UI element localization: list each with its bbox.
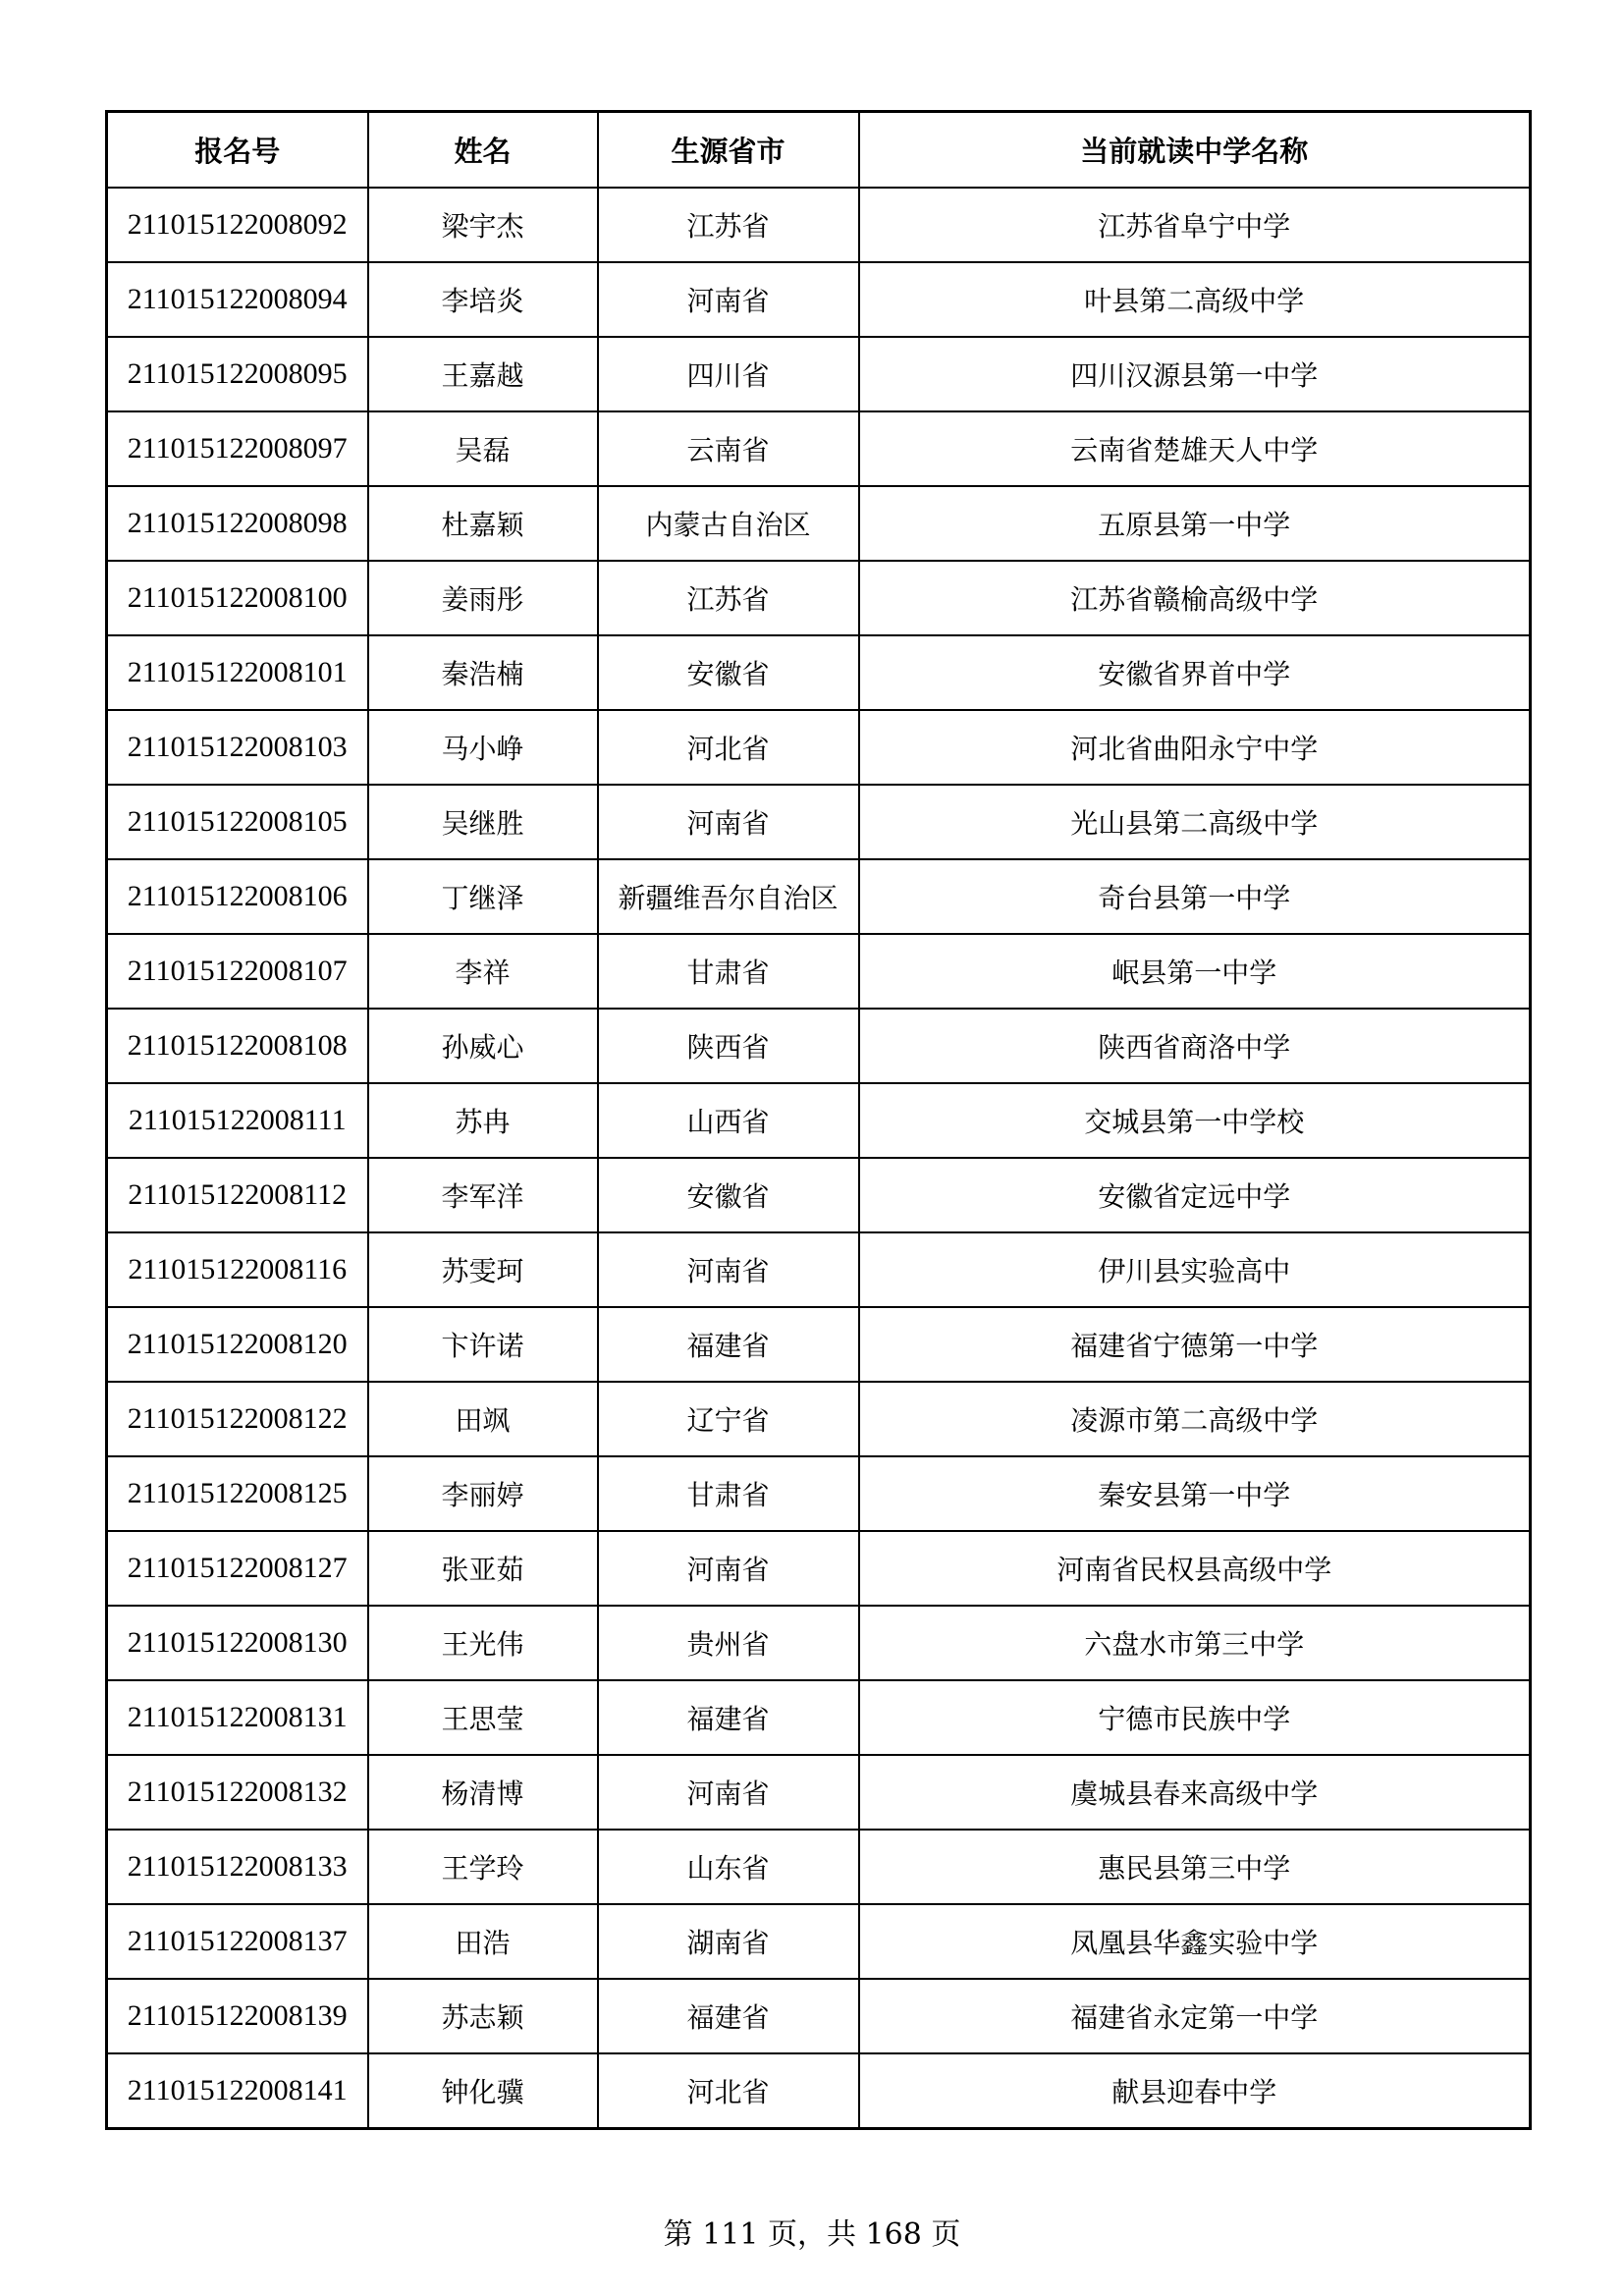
table-row (107, 486, 1531, 561)
cell-province: 河南省 (598, 1232, 859, 1307)
cell-name: 马小峥 (368, 710, 598, 785)
cell-name: 秦浩楠 (368, 635, 598, 710)
cell-province: 山东省 (598, 1830, 859, 1904)
table-row (107, 1382, 1531, 1456)
cell-province: 甘肃省 (598, 934, 859, 1009)
cell-school-name: 六盘水市第三中学 (859, 1606, 1531, 1680)
cell-school-name: 宁德市民族中学 (859, 1680, 1531, 1755)
table-row (107, 262, 1531, 337)
table-row (107, 411, 1531, 486)
cell-name: 吴磊 (368, 411, 598, 486)
cell-name: 李丽婷 (368, 1456, 598, 1531)
cell-registration-number: 211015122008106 (107, 859, 368, 934)
table-row (107, 337, 1531, 411)
cell-school-name: 光山县第二高级中学 (859, 785, 1531, 859)
table-row (107, 1009, 1531, 1083)
cell-school-name: 惠民县第三中学 (859, 1830, 1531, 1904)
student-table (105, 110, 1532, 2130)
cell-registration-number: 211015122008100 (107, 561, 368, 635)
cell-name: 苏雯珂 (368, 1232, 598, 1307)
cell-registration-number: 211015122008116 (107, 1232, 368, 1307)
cell-registration-number: 211015122008122 (107, 1382, 368, 1456)
cell-registration-number: 211015122008132 (107, 1755, 368, 1830)
cell-registration-number: 211015122008095 (107, 337, 368, 411)
cell-registration-number: 211015122008097 (107, 411, 368, 486)
cell-province: 河南省 (598, 1531, 859, 1606)
cell-province: 福建省 (598, 1307, 859, 1382)
header-registration-number: 报名号 (107, 112, 368, 189)
cell-province: 河北省 (598, 2053, 859, 2129)
cell-registration-number: 211015122008111 (107, 1083, 368, 1158)
table-row (107, 1606, 1531, 1680)
cell-school-name: 安徽省界首中学 (859, 635, 1531, 710)
cell-province: 江苏省 (598, 561, 859, 635)
table-row (107, 859, 1531, 934)
cell-name: 王光伟 (368, 1606, 598, 1680)
cell-province: 河北省 (598, 710, 859, 785)
cell-school-name: 江苏省赣榆高级中学 (859, 561, 1531, 635)
header-province: 生源省市 (598, 112, 859, 189)
cell-name: 钟化骥 (368, 2053, 598, 2129)
table-row (107, 2053, 1531, 2129)
cell-province: 江苏省 (598, 188, 859, 262)
cell-school-name: 叶县第二高级中学 (859, 262, 1531, 337)
cell-registration-number: 211015122008107 (107, 934, 368, 1009)
cell-registration-number: 211015122008125 (107, 1456, 368, 1531)
table-row (107, 1904, 1531, 1979)
cell-name: 王嘉越 (368, 337, 598, 411)
cell-school-name: 五原县第一中学 (859, 486, 1531, 561)
student-table-container (105, 110, 1529, 2130)
header-name: 姓名 (368, 112, 598, 189)
cell-name: 吴继胜 (368, 785, 598, 859)
cell-school-name: 凤凰县华鑫实验中学 (859, 1904, 1531, 1979)
table-row (107, 710, 1531, 785)
cell-name: 李培炎 (368, 262, 598, 337)
cell-name: 杨清博 (368, 1755, 598, 1830)
cell-school-name: 秦安县第一中学 (859, 1456, 1531, 1531)
cell-province: 辽宁省 (598, 1382, 859, 1456)
cell-school-name: 福建省永定第一中学 (859, 1979, 1531, 2053)
cell-name: 王学玲 (368, 1830, 598, 1904)
cell-school-name: 云南省楚雄天人中学 (859, 411, 1531, 486)
cell-province: 安徽省 (598, 635, 859, 710)
cell-name: 田飒 (368, 1382, 598, 1456)
cell-province: 河南省 (598, 785, 859, 859)
cell-school-name: 河南省民权县高级中学 (859, 1531, 1531, 1606)
cell-school-name: 献县迎春中学 (859, 2053, 1531, 2129)
cell-name: 田浩 (368, 1904, 598, 1979)
table-row (107, 1755, 1531, 1830)
cell-name: 丁继泽 (368, 859, 598, 934)
table-row (107, 635, 1531, 710)
cell-name: 姜雨彤 (368, 561, 598, 635)
cell-school-name: 江苏省阜宁中学 (859, 188, 1531, 262)
table-row (107, 1830, 1531, 1904)
cell-registration-number: 211015122008133 (107, 1830, 368, 1904)
cell-school-name: 奇台县第一中学 (859, 859, 1531, 934)
cell-school-name: 岷县第一中学 (859, 934, 1531, 1009)
cell-registration-number: 211015122008131 (107, 1680, 368, 1755)
cell-registration-number: 211015122008130 (107, 1606, 368, 1680)
cell-name: 李祥 (368, 934, 598, 1009)
cell-registration-number: 211015122008139 (107, 1979, 368, 2053)
cell-province: 湖南省 (598, 1904, 859, 1979)
table-row (107, 1456, 1531, 1531)
cell-province: 山西省 (598, 1083, 859, 1158)
cell-province: 贵州省 (598, 1606, 859, 1680)
cell-name: 孙威心 (368, 1009, 598, 1083)
cell-province: 福建省 (598, 1979, 859, 2053)
cell-province: 云南省 (598, 411, 859, 486)
table-row (107, 1307, 1531, 1382)
cell-province: 河南省 (598, 262, 859, 337)
cell-province: 四川省 (598, 337, 859, 411)
cell-name: 杜嘉颖 (368, 486, 598, 561)
cell-province: 甘肃省 (598, 1456, 859, 1531)
cell-registration-number: 211015122008141 (107, 2053, 368, 2129)
cell-registration-number: 211015122008120 (107, 1307, 368, 1382)
cell-registration-number: 211015122008108 (107, 1009, 368, 1083)
cell-registration-number: 211015122008112 (107, 1158, 368, 1232)
cell-registration-number: 211015122008101 (107, 635, 368, 710)
cell-school-name: 陕西省商洛中学 (859, 1009, 1531, 1083)
cell-province: 内蒙古自治区 (598, 486, 859, 561)
cell-name: 张亚茹 (368, 1531, 598, 1606)
table-row (107, 561, 1531, 635)
cell-province: 安徽省 (598, 1158, 859, 1232)
cell-school-name: 伊川县实验高中 (859, 1232, 1531, 1307)
cell-registration-number: 211015122008137 (107, 1904, 368, 1979)
table-row (107, 1158, 1531, 1232)
cell-name: 卞许诺 (368, 1307, 598, 1382)
table-row (107, 1680, 1531, 1755)
table-row (107, 934, 1531, 1009)
cell-registration-number: 211015122008094 (107, 262, 368, 337)
table-body (107, 188, 1531, 2129)
cell-registration-number: 211015122008092 (107, 188, 368, 262)
cell-registration-number: 211015122008103 (107, 710, 368, 785)
page-footer: 第 111 页，共 168 页 (663, 2217, 961, 2252)
cell-province: 福建省 (598, 1680, 859, 1755)
cell-school-name: 安徽省定远中学 (859, 1158, 1531, 1232)
cell-name: 苏志颖 (368, 1979, 598, 2053)
table-row (107, 188, 1531, 262)
table-header-row (107, 112, 1531, 189)
cell-school-name: 虞城县春来高级中学 (859, 1755, 1531, 1830)
table-row (107, 1083, 1531, 1158)
cell-school-name: 交城县第一中学校 (859, 1083, 1531, 1158)
cell-name: 李军洋 (368, 1158, 598, 1232)
header-school-name: 当前就读中学名称 (859, 112, 1531, 189)
cell-name: 苏冉 (368, 1083, 598, 1158)
cell-name: 王思莹 (368, 1680, 598, 1755)
cell-school-name: 福建省宁德第一中学 (859, 1307, 1531, 1382)
table-row (107, 1232, 1531, 1307)
table-row (107, 785, 1531, 859)
cell-name: 梁宇杰 (368, 188, 598, 262)
cell-school-name: 凌源市第二高级中学 (859, 1382, 1531, 1456)
table-row (107, 1531, 1531, 1606)
cell-registration-number: 211015122008127 (107, 1531, 368, 1606)
cell-registration-number: 211015122008098 (107, 486, 368, 561)
table-row (107, 1979, 1531, 2053)
cell-registration-number: 211015122008105 (107, 785, 368, 859)
cell-province: 河南省 (598, 1755, 859, 1830)
cell-province: 陕西省 (598, 1009, 859, 1083)
cell-province: 新疆维吾尔自治区 (598, 859, 859, 934)
cell-school-name: 河北省曲阳永宁中学 (859, 710, 1531, 785)
cell-school-name: 四川汉源县第一中学 (859, 337, 1531, 411)
